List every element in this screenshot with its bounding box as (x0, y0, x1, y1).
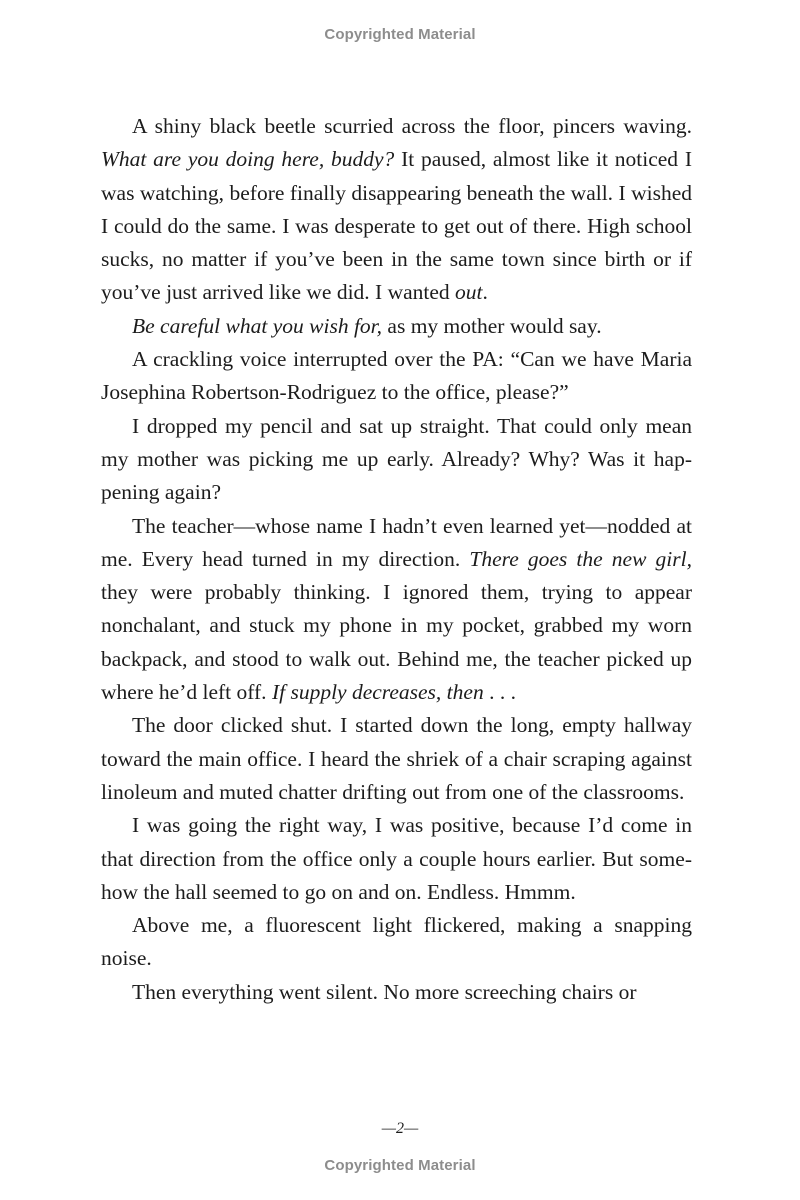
paragraph (101, 410, 692, 510)
paragraph (101, 110, 692, 310)
text-run: . (482, 280, 488, 305)
text-run: The door clicked shut. I started down the long, empty hallway toward the main office. I heard the shriek of a chair scraping against linoleum and muted chatter drifting out from one of the classrooms. (101, 713, 692, 804)
paragraph (101, 343, 692, 410)
text-run: It paused, almost like it noticed I was watching, before finally disappearing beneath the wall. I wished I could do the same. I was desperate to get out of there. High school sucks, no matter if you’ve been in the same town since birth or if you’ve just arrived like we did. I wanted (101, 147, 692, 305)
paragraph (101, 510, 692, 710)
text-run: . . . (483, 680, 516, 705)
text-run: A crackling voice interrupted over the PA: “Can we have Maria Josephina Robertson-Rodriguez to the office, please?” (101, 347, 692, 405)
paragraph (101, 909, 692, 976)
text-run: they were probably thinking. I ignored them, trying to appear nonchalant, and stuck my phone in my pocket, grabbed my worn backpack, and stood to walk out. Behind me, the teacher picked up where he’d left off. (101, 580, 692, 705)
body-text (101, 110, 692, 1009)
italic-text: Be careful what you wish for, (132, 313, 383, 338)
text-run: I was going the right way, I was positive, because I’d come in that direction from the office only a couple hours earlier. But somehow the hall seemed to go on and on. Endless. Hmmm. (101, 813, 692, 904)
text-run: The teacher—whose name I hadn’t even learned yet—nodded at me. Every head turned in my direction. (101, 513, 692, 571)
paragraph (101, 976, 692, 1009)
paragraph (101, 809, 692, 909)
paragraph (101, 709, 692, 809)
italic-text: If supply decreases, then (271, 680, 484, 705)
italic-text: What are you doing here, buddy? (101, 147, 395, 172)
copyright-watermark-top: Copyrighted Material (324, 26, 476, 43)
text-run: A shiny black beetle scurried across the floor, pincers waving. (132, 114, 692, 138)
italic-text: There goes the new girl, (469, 546, 692, 571)
page-number: —2— (381, 1120, 419, 1137)
italic-text: out (455, 280, 483, 305)
text-run: as my mother would say. (382, 313, 602, 338)
text-run: Then everything went silent. No more screeching chairs or (132, 979, 637, 1004)
text-run: Above me, a fluorescent light flickered, making a snapping noise. (101, 913, 692, 971)
text-run: I dropped my pencil and sat up straight. That could only mean my mother was picking me up early. Already? Why? Was it happening again? (101, 413, 692, 505)
copyright-watermark-bottom: Copyrighted Material (324, 1157, 476, 1174)
paragraph (101, 310, 692, 343)
